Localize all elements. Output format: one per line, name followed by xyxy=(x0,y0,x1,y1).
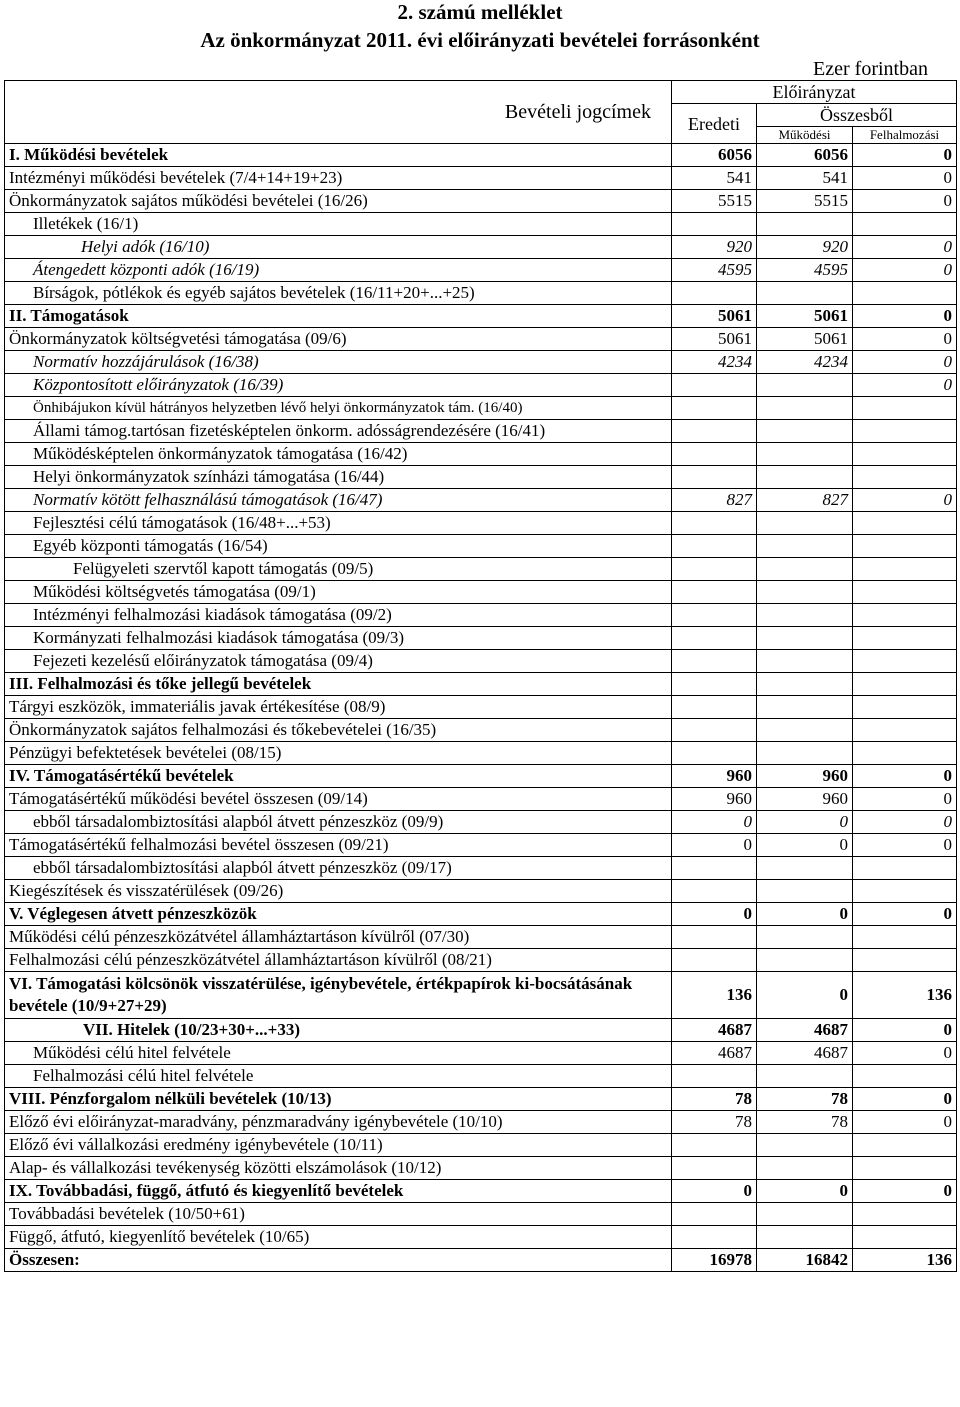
table-row xyxy=(5,926,957,949)
cell-eredeti: 0 xyxy=(672,903,757,926)
cell-mukodesi: 0 xyxy=(757,811,853,834)
row-label: Felhalmozási célú hitel felvétele xyxy=(5,1065,672,1088)
document-title: Az önkormányzat 2011. évi előirányzati bevételei forrásonként xyxy=(200,28,760,52)
table-row xyxy=(5,236,957,259)
row-label: Támogatásértékű működési bevétel összesen (09/14) xyxy=(5,788,672,811)
cell-mukodesi xyxy=(757,1065,853,1088)
cell-eredeti: 16978 xyxy=(672,1249,757,1272)
cell-eredeti xyxy=(672,558,757,581)
row-label: Fejlesztési célú támogatások (16/48+...+53) xyxy=(5,512,672,535)
table-row xyxy=(5,1065,957,1088)
cell-felhalmozasi xyxy=(853,420,957,443)
row-label: Állami támog.tartósan fizetésképtelen önkorm. adósságrendezésére (16/41) xyxy=(5,420,672,443)
cell-felhalmozasi: 0 xyxy=(853,489,957,512)
cell-felhalmozasi xyxy=(853,535,957,558)
cell-eredeti xyxy=(672,374,757,397)
cell-mukodesi: 4595 xyxy=(757,259,853,282)
cell-mukodesi xyxy=(757,512,853,535)
cell-eredeti xyxy=(672,1134,757,1157)
cell-eredeti xyxy=(672,512,757,535)
row-label: Tárgyi eszközök, immateriális javak értékesítése (08/9) xyxy=(5,696,672,719)
cell-felhalmozasi: 0 xyxy=(853,1088,957,1111)
cell-eredeti xyxy=(672,535,757,558)
cell-mukodesi xyxy=(757,581,853,604)
cell-eredeti: 136 xyxy=(672,972,757,1019)
row-label: IV. Támogatásértékű bevételek xyxy=(5,765,672,788)
cell-eredeti: 78 xyxy=(672,1088,757,1111)
row-label: Egyéb központi támogatás (16/54) xyxy=(5,535,672,558)
cell-mukodesi xyxy=(757,420,853,443)
table-row xyxy=(5,351,957,374)
row-label: ebből társadalombiztosítási alapból átvett pénzeszköz (09/9) xyxy=(5,811,672,834)
revenue-table xyxy=(4,80,957,1272)
row-label: Felhalmozási célú pénzeszközátvétel államháztartáson kívülről (08/21) xyxy=(5,949,672,972)
table-row xyxy=(5,420,957,443)
cell-felhalmozasi xyxy=(853,512,957,535)
table-row xyxy=(5,1180,957,1203)
cell-felhalmozasi xyxy=(853,1226,957,1249)
table-row xyxy=(5,857,957,880)
column-header-operating: Működési xyxy=(757,127,853,144)
cell-felhalmozasi: 136 xyxy=(853,972,957,1019)
cell-eredeti: 4234 xyxy=(672,351,757,374)
table-row xyxy=(5,1134,957,1157)
cell-mukodesi xyxy=(757,627,853,650)
table-row xyxy=(5,374,957,397)
cell-felhalmozasi xyxy=(853,1157,957,1180)
cell-felhalmozasi xyxy=(853,673,957,696)
table-row xyxy=(5,972,957,1019)
cell-felhalmozasi xyxy=(853,1203,957,1226)
row-label: Előző évi vállalkozási eredmény igénybevétele (10/11) xyxy=(5,1134,672,1157)
cell-felhalmozasi xyxy=(853,926,957,949)
row-label: Helyi adók (16/10) xyxy=(5,236,672,259)
row-label: Továbbadási bevételek (10/50+61) xyxy=(5,1203,672,1226)
table-row xyxy=(5,213,957,236)
table-row xyxy=(5,443,957,466)
cell-eredeti xyxy=(672,213,757,236)
cell-mukodesi xyxy=(757,604,853,627)
table-row xyxy=(5,259,957,282)
cell-felhalmozasi: 0 xyxy=(853,788,957,811)
cell-eredeti: 960 xyxy=(672,765,757,788)
cell-felhalmozasi: 0 xyxy=(853,167,957,190)
cell-eredeti: 4687 xyxy=(672,1042,757,1065)
table-row xyxy=(5,535,957,558)
cell-felhalmozasi xyxy=(853,558,957,581)
cell-mukodesi xyxy=(757,696,853,719)
cell-mukodesi: 4234 xyxy=(757,351,853,374)
cell-felhalmozasi xyxy=(853,397,957,420)
cell-felhalmozasi xyxy=(853,742,957,765)
cell-mukodesi: 16842 xyxy=(757,1249,853,1272)
cell-felhalmozasi: 0 xyxy=(853,1180,957,1203)
cell-mukodesi xyxy=(757,742,853,765)
table-row xyxy=(5,581,957,604)
table-row xyxy=(5,604,957,627)
cell-eredeti: 4595 xyxy=(672,259,757,282)
cell-felhalmozasi xyxy=(853,696,957,719)
cell-mukodesi xyxy=(757,857,853,880)
table-row xyxy=(5,1088,957,1111)
table-row xyxy=(5,558,957,581)
cell-mukodesi xyxy=(757,213,853,236)
cell-eredeti: 0 xyxy=(672,834,757,857)
cell-mukodesi xyxy=(757,880,853,903)
row-label: Illetékek (16/1) xyxy=(5,213,672,236)
cell-felhalmozasi: 0 xyxy=(853,374,957,397)
row-label: Alap- és vállalkozási tevékenység közötti elszámolások (10/12) xyxy=(5,1157,672,1180)
cell-mukodesi xyxy=(757,949,853,972)
row-label: Működésképtelen önkormányzatok támogatása (16/42) xyxy=(5,443,672,466)
cell-mukodesi: 541 xyxy=(757,167,853,190)
table-row xyxy=(5,144,957,167)
row-label: Kiegészítések és visszatérülések (09/26) xyxy=(5,880,672,903)
cell-felhalmozasi: 0 xyxy=(853,1042,957,1065)
cell-felhalmozasi: 0 xyxy=(853,1111,957,1134)
table-row xyxy=(5,650,957,673)
row-label: Pénzügyi befektetések bevételei (08/15) xyxy=(5,742,672,765)
row-label: Függő, átfutó, kiegyenlítő bevételek (10/65) xyxy=(5,1226,672,1249)
cell-eredeti xyxy=(672,857,757,880)
row-label: Önkormányzatok sajátos működési bevételei (16/26) xyxy=(5,190,672,213)
row-label: Intézményi működési bevételek (7/4+14+19+23) xyxy=(5,167,672,190)
row-label: Önkormányzatok sajátos felhalmozási és tőkebevételei (16/35) xyxy=(5,719,672,742)
cell-felhalmozasi: 0 xyxy=(853,328,957,351)
cell-felhalmozasi xyxy=(853,650,957,673)
table-row xyxy=(5,1226,957,1249)
row-label: VII. Hitelek (10/23+30+...+33) xyxy=(5,1019,672,1042)
cell-mukodesi xyxy=(757,282,853,305)
column-header-of-which: Összesből xyxy=(757,104,957,127)
row-label: Összesen: xyxy=(5,1249,672,1272)
table-row xyxy=(5,328,957,351)
cell-felhalmozasi xyxy=(853,1134,957,1157)
cell-felhalmozasi: 0 xyxy=(853,834,957,857)
row-label: I. Működési bevételek xyxy=(5,144,672,167)
row-label: Átengedett központi adók (16/19) xyxy=(5,259,672,282)
cell-felhalmozasi xyxy=(853,282,957,305)
cell-mukodesi: 5515 xyxy=(757,190,853,213)
cell-mukodesi xyxy=(757,1226,853,1249)
table-row xyxy=(5,696,957,719)
cell-mukodesi xyxy=(757,558,853,581)
cell-felhalmozasi xyxy=(853,857,957,880)
row-label: Fejezeti kezelésű előirányzatok támogatása (09/4) xyxy=(5,650,672,673)
cell-mukodesi: 0 xyxy=(757,1180,853,1203)
cell-felhalmozasi xyxy=(853,604,957,627)
row-label: Intézményi felhalmozási kiadások támogatása (09/2) xyxy=(5,604,672,627)
row-label: Támogatásértékű felhalmozási bevétel összesen (09/21) xyxy=(5,834,672,857)
cell-felhalmozasi xyxy=(853,880,957,903)
cell-felhalmozasi: 0 xyxy=(853,765,957,788)
row-label: VIII. Pénzforgalom nélküli bevételek (10/13) xyxy=(5,1088,672,1111)
cell-eredeti: 960 xyxy=(672,788,757,811)
table-row xyxy=(5,1157,957,1180)
cell-felhalmozasi xyxy=(853,213,957,236)
cell-mukodesi: 6056 xyxy=(757,144,853,167)
table-row xyxy=(5,880,957,903)
cell-eredeti xyxy=(672,1226,757,1249)
table-row xyxy=(5,489,957,512)
cell-eredeti: 0 xyxy=(672,1180,757,1203)
cell-mukodesi: 78 xyxy=(757,1111,853,1134)
table-row xyxy=(5,305,957,328)
cell-eredeti xyxy=(672,1065,757,1088)
row-label: Működési célú pénzeszközátvétel államháztartáson kívülről (07/30) xyxy=(5,926,672,949)
table-row xyxy=(5,1203,957,1226)
cell-felhalmozasi xyxy=(853,1065,957,1088)
cell-eredeti xyxy=(672,880,757,903)
cell-felhalmozasi: 0 xyxy=(853,351,957,374)
cell-mukodesi xyxy=(757,1134,853,1157)
cell-mukodesi: 5061 xyxy=(757,305,853,328)
cell-eredeti xyxy=(672,397,757,420)
cell-mukodesi xyxy=(757,1203,853,1226)
cell-mukodesi xyxy=(757,719,853,742)
cell-eredeti xyxy=(672,604,757,627)
table-row xyxy=(5,397,957,420)
cell-eredeti xyxy=(672,949,757,972)
currency-unit: Ezer forintban xyxy=(813,58,928,80)
table-row xyxy=(5,1249,957,1272)
row-label: Működési célú hitel felvétele xyxy=(5,1042,672,1065)
table-row xyxy=(5,466,957,489)
row-label: Normatív hozzájárulások (16/38) xyxy=(5,351,672,374)
cell-eredeti xyxy=(672,742,757,765)
cell-mukodesi: 0 xyxy=(757,972,853,1019)
cell-mukodesi: 78 xyxy=(757,1088,853,1111)
cell-eredeti: 5061 xyxy=(672,328,757,351)
table-row xyxy=(5,627,957,650)
cell-felhalmozasi: 136 xyxy=(853,1249,957,1272)
cell-mukodesi xyxy=(757,926,853,949)
table-row xyxy=(5,282,957,305)
cell-eredeti: 827 xyxy=(672,489,757,512)
cell-felhalmozasi xyxy=(853,581,957,604)
cell-mukodesi xyxy=(757,466,853,489)
row-label: Normatív kötött felhasználású támogatások (16/47) xyxy=(5,489,672,512)
cell-mukodesi xyxy=(757,673,853,696)
cell-mukodesi: 960 xyxy=(757,765,853,788)
column-header-capital: Felhalmozási xyxy=(853,127,957,144)
cell-felhalmozasi xyxy=(853,443,957,466)
cell-felhalmozasi xyxy=(853,949,957,972)
cell-eredeti xyxy=(672,282,757,305)
column-header-original: Eredeti xyxy=(672,104,757,144)
cell-eredeti xyxy=(672,627,757,650)
cell-felhalmozasi: 0 xyxy=(853,811,957,834)
cell-eredeti: 0 xyxy=(672,811,757,834)
cell-felhalmozasi xyxy=(853,719,957,742)
cell-eredeti xyxy=(672,1157,757,1180)
row-label: IX. Továbbadási, függő, átfutó és kiegyenlítő bevételek xyxy=(5,1180,672,1203)
cell-eredeti: 78 xyxy=(672,1111,757,1134)
table-row xyxy=(5,1111,957,1134)
cell-eredeti xyxy=(672,650,757,673)
table-row xyxy=(5,167,957,190)
cell-felhalmozasi: 0 xyxy=(853,144,957,167)
table-row xyxy=(5,719,957,742)
cell-eredeti xyxy=(672,466,757,489)
cell-mukodesi: 960 xyxy=(757,788,853,811)
table-row xyxy=(5,742,957,765)
row-label: Önhibájukon kívül hátrányos helyzetben lévő helyi önkormányzatok tám. (16/40) xyxy=(5,397,672,420)
cell-eredeti: 5061 xyxy=(672,305,757,328)
cell-felhalmozasi: 0 xyxy=(853,903,957,926)
cell-felhalmozasi: 0 xyxy=(853,305,957,328)
cell-felhalmozasi: 0 xyxy=(853,259,957,282)
cell-eredeti xyxy=(672,420,757,443)
table-row xyxy=(5,190,957,213)
row-label: Helyi önkormányzatok színházi támogatása (16/44) xyxy=(5,466,672,489)
column-header-label: Bevételi jogcímek xyxy=(5,81,672,144)
cell-mukodesi xyxy=(757,443,853,466)
cell-felhalmozasi: 0 xyxy=(853,236,957,259)
cell-eredeti xyxy=(672,581,757,604)
cell-felhalmozasi: 0 xyxy=(853,1019,957,1042)
row-label: VI. Támogatási kölcsönök visszatérülése, igénybevétele, értékpapírok ki-bocsátásának bevétele (10/9+27+29) xyxy=(5,972,672,1019)
row-label: Előző évi előirányzat-maradvány, pénzmaradvány igénybevétele (10/10) xyxy=(5,1111,672,1134)
cell-mukodesi: 827 xyxy=(757,489,853,512)
cell-eredeti xyxy=(672,1203,757,1226)
cell-eredeti xyxy=(672,673,757,696)
row-label: Működési költségvetés támogatása (09/1) xyxy=(5,581,672,604)
row-label: Bírságok, pótlékok és egyéb sajátos bevételek (16/11+20+...+25) xyxy=(5,282,672,305)
table-row xyxy=(5,834,957,857)
table-row xyxy=(5,811,957,834)
cell-mukodesi xyxy=(757,650,853,673)
cell-mukodesi: 0 xyxy=(757,834,853,857)
table-row xyxy=(5,765,957,788)
cell-eredeti: 6056 xyxy=(672,144,757,167)
cell-mukodesi: 920 xyxy=(757,236,853,259)
cell-mukodesi xyxy=(757,1157,853,1180)
cell-eredeti: 4687 xyxy=(672,1019,757,1042)
cell-mukodesi: 4687 xyxy=(757,1042,853,1065)
cell-eredeti xyxy=(672,926,757,949)
table-row xyxy=(5,949,957,972)
cell-felhalmozasi xyxy=(853,466,957,489)
cell-eredeti: 920 xyxy=(672,236,757,259)
table-row xyxy=(5,1019,957,1042)
annex-number: 2. számú melléklet xyxy=(397,0,563,24)
table-row xyxy=(5,788,957,811)
table-row xyxy=(5,903,957,926)
row-label: ebből társadalombiztosítási alapból átvett pénzeszköz (09/17) xyxy=(5,857,672,880)
row-label: V. Véglegesen átvett pénzeszközök xyxy=(5,903,672,926)
cell-eredeti: 541 xyxy=(672,167,757,190)
cell-mukodesi: 5061 xyxy=(757,328,853,351)
table-row xyxy=(5,512,957,535)
row-label: II. Támogatások xyxy=(5,305,672,328)
row-label: III. Felhalmozási és tőke jellegű bevételek xyxy=(5,673,672,696)
row-label: Önkormányzatok költségvetési támogatása (09/6) xyxy=(5,328,672,351)
cell-mukodesi xyxy=(757,374,853,397)
cell-mukodesi: 0 xyxy=(757,903,853,926)
cell-eredeti xyxy=(672,443,757,466)
cell-felhalmozasi xyxy=(853,627,957,650)
cell-eredeti xyxy=(672,696,757,719)
cell-mukodesi xyxy=(757,535,853,558)
row-label: Központosított előirányzatok (16/39) xyxy=(5,374,672,397)
cell-eredeti: 5515 xyxy=(672,190,757,213)
table-row xyxy=(5,1042,957,1065)
table-row xyxy=(5,673,957,696)
cell-felhalmozasi: 0 xyxy=(853,190,957,213)
column-header-group: Előirányzat xyxy=(672,81,957,104)
row-label: Kormányzati felhalmozási kiadások támogatása (09/3) xyxy=(5,627,672,650)
row-label: Felügyeleti szervtől kapott támogatás (09/5) xyxy=(5,558,672,581)
cell-mukodesi xyxy=(757,397,853,420)
cell-mukodesi: 4687 xyxy=(757,1019,853,1042)
cell-eredeti xyxy=(672,719,757,742)
